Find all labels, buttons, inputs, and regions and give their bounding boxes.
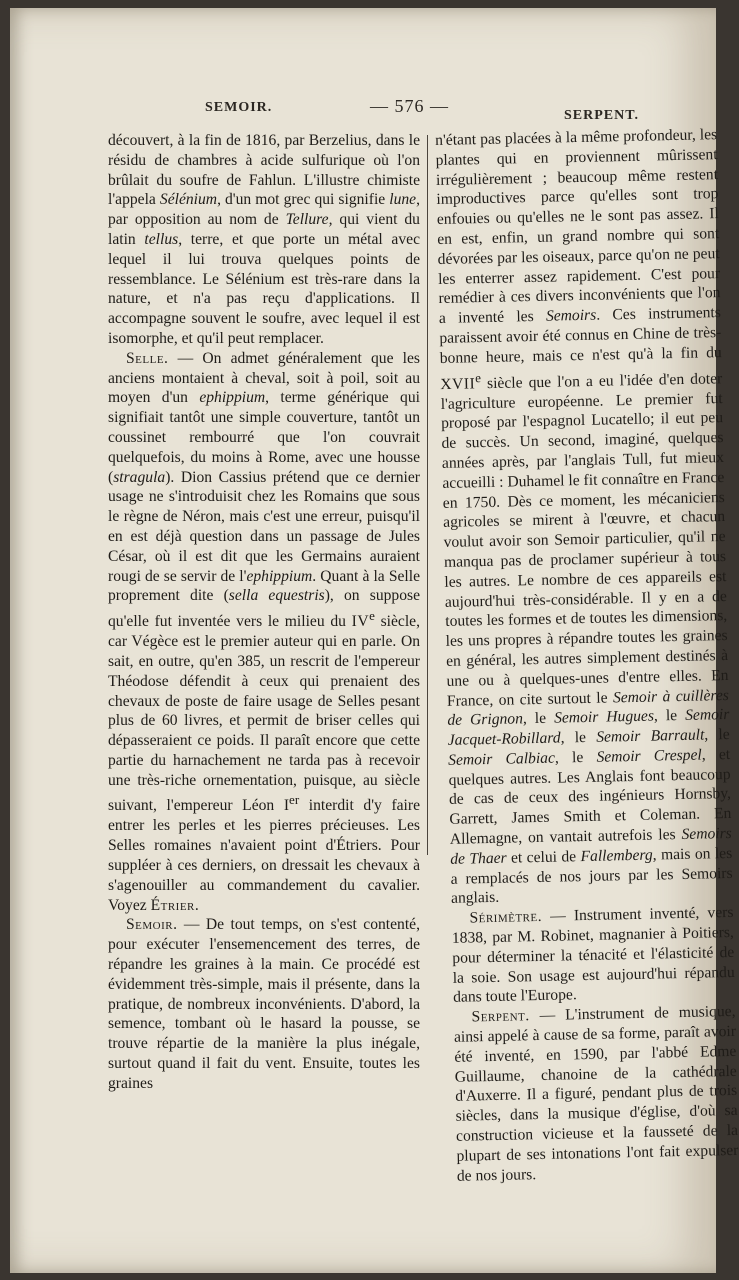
text-run: — L'instrument de musique, ainsi appelé à cause de sa forme, paraît avoir été inventé, en 1590, par l'abbé Edme Guillaume, chanoine de la cathédrale d'Auxerre. Il a figuré, pendant plus de trois siècles, dans la musique d'église, d'où sa construction vicieuse et la fausseté de la plupart de ses intonations l'ont fait expulser de nos jours. [453, 1003, 739, 1185]
entry-term: Selle. [126, 349, 169, 367]
cross-reference: Étrier. [150, 896, 200, 914]
text-run: ). Dion Cassius prétend que ce dernier usage ne s'introduisit chez les Romains que sous le règne de Néron, mais c'est une erreur, puisqu'il en est déjà question dans un passage de Jules César, où il est dit que les Germains auraient rougi de se servir de l' [108, 468, 420, 585]
text-run: , le [653, 707, 686, 725]
text-run: ephippium [246, 567, 313, 585]
page-number: — 576 — [370, 96, 449, 116]
entry-term: Semoir. [126, 916, 178, 934]
running-header [10, 96, 716, 126]
text-run: , terme générique qui signifiait tantôt une simple couverture, tantôt un coussinet rembourré que l'on couvrait quelquefois, du moins à Rome, avec une housse ( [108, 389, 420, 486]
text-run: n'étant pas placées à la même profondeur, les plantes qui en proviennent mûrissent irrégulièrement ; beaucoup même restent improductives parce qu'elles sont trop enfouies ou qu'elles ne le sont pas assez. Il en est, enfin, un grand nombre qui sont dévorées par les oiseaux, parce qu'on ne peut les enterrer assez rapidement. C'est pour remédier à ces divers inconvénients que l'on a inventé les [435, 126, 721, 328]
text-run: Tellure, [285, 211, 333, 229]
text-run: et celui de [506, 847, 581, 867]
text-run: Semoir Hugues [553, 707, 655, 727]
text-run: Sélénium [159, 191, 218, 209]
text-run: découvert, à la fin de 1816, par Berzelius, dans le résidu de chambres à acide sulfurique où l'on brûlait du soufre de Fahlun. L'illustre chimiste l'appela [108, 132, 420, 209]
text-run: , par opposition au nom de [108, 191, 421, 229]
superscript: e [474, 369, 482, 385]
text-run: , mais on les a remplacés de nos jours par les Semoirs anglais. [450, 844, 733, 908]
text-run: interdit d'y faire entrer les perles et les pierres précieuses. Les Selles romaines n'avaient point d'Étriers. Pour suppléer à ces derniers, on dressait les chevaux à s'agenouiller au commandement du cavalier. Voyez [108, 797, 421, 914]
text-run: , terre, et que porte un métal avec lequel il lui trouva quelques points de ressemblance. Le Sélénium est très-rare dans la nature, et n'a pas reçu d'applications. Il accompagne souvent le soufre, avec lequel il est isomorphe, et qu'il peut remplacer. [108, 230, 420, 347]
text-run: Semoir Barrault [596, 726, 705, 746]
text-run: Fallemberg [580, 846, 653, 865]
text-run: , le [522, 709, 555, 728]
text-run: — On admet généralement que les anciens montaient à cheval, soit à poil, soit au moyen d'un [108, 349, 420, 407]
text-run: stragula [113, 468, 166, 486]
text-run: , le [554, 748, 597, 767]
text-run: Semoir Calbiac [448, 749, 556, 769]
entry-serimetre [451, 903, 735, 1008]
text-run: lune [389, 191, 417, 209]
text-run: siècle que l'on a eu l'idée d'en doter l'agriculture européenne. Le premier fut proposé par l'espagnol Lucatello; il eut peu de succès. Un second, imaginé, quelques années après, par l'anglais Tull, fut mieux accueilli : Duhamel le fit connaître en France en 1750. Dès ce moment, les mécaniciens agricoles se mirent à l'œuvre, et chacun voulut avoir son Semoir particulier, qu'il ne manqua pas de proclamer supérieur à tous les autres. Le nombre de ces appareils est aujourd'hui très-considérable. Il y en a de toutes les formes et de toutes les dimensions, les uns propres à répandre toutes les graines en général, les autres simplement destinés à une ou à quelques-unes d'entre elles. En France, on cite surtout le [440, 369, 729, 710]
text-run: Semoirs [545, 306, 597, 325]
column-divider [427, 135, 428, 855]
text-run: , et quelques autres. Les Anglais font beaucoup de cas de ceux des ingénieurs Hornsby, Garrett, James Smith et Coleman. En Allemagne, on vantait autrefois les [448, 745, 732, 848]
entry-serpent [453, 1002, 739, 1186]
text-run: — De tout temps, on s'est contenté, pour exécuter l'ensemencement des terres, de répandre les graines à la main. Ce procédé est évidemment très-simple, mais il présente, dans la pratique, de nombreux inconvénients. D'abord, la semence, tombant où le hasard la pousse, se trouve répartie de la manière la plus inégale, surtout quand il fait du vent. Ensuite, toutes les graines [108, 916, 420, 1092]
superscript: e [369, 608, 375, 624]
entry-term: Serpent. [471, 1007, 530, 1026]
entry-semoir [108, 915, 420, 1093]
text-run: . Quant à la Selle proprement dite ( [108, 567, 420, 605]
text-run: Semoirs de Thaer [450, 825, 732, 868]
left-column [108, 131, 420, 1094]
text-run: Semoir à cuillères de Grignon [447, 686, 730, 730]
text-run: XVII [440, 374, 476, 393]
text-run: , le [560, 728, 597, 747]
text-run: . Ces instruments paraissent avoir été connus en Chine de très-bonne heure, mais ce n'est qu'à la fin du [439, 304, 722, 367]
text-run: Semoir Crespel [596, 746, 702, 766]
text-run: ephippium [199, 389, 266, 407]
header-left-word: SEMOIR. [205, 100, 273, 115]
book-page [10, 8, 739, 1273]
text-run: , d'un mot grec qui signifie [217, 191, 390, 209]
text-run: ), on suppose qu'elle fut inventée vers le milieu du [108, 587, 420, 631]
entry-term: Sérimètre. [469, 908, 543, 927]
entry-selle [108, 349, 420, 916]
text-run: Semoir Jacquet-Robillard [447, 706, 730, 749]
text-run: , le [704, 726, 730, 744]
paragraph-semoir-continued [435, 125, 733, 909]
paragraph-selenium [108, 131, 420, 349]
text-run: tellus [144, 230, 179, 248]
text-run: qui vient du latin [108, 211, 420, 248]
text-run: sella equestris [228, 587, 325, 605]
text-run: — Instrument inventé, vers 1838, par M. Robinet, magnanier à Poitiers, pour déterminer la ténacité et l'élasticité de la soie. Son usage est aujourd'hui répandu dans toute l'Europe. [451, 904, 735, 1007]
text-run: IV [351, 613, 370, 631]
header-right-word: SERPENT. [564, 108, 640, 123]
superscript: er [289, 792, 300, 808]
text-run: siècle, car Végèce est le premier auteur qui en parle. On sait, en outre, qu'en 385, un rescrit de l'empereur Théodose défendit à ceux qui prenaient des chevaux de poste de faire usage de Selles pesant plus de 60 livres, et permit de briser celles qui dépasseraient ce poids. Il paraît encore que cette partie du harnachement ne tarda pas à recevoir une très-riche ornementation, puisque, au siècle suivant, l'empereur Léon I [108, 613, 421, 815]
right-column [435, 125, 739, 1186]
